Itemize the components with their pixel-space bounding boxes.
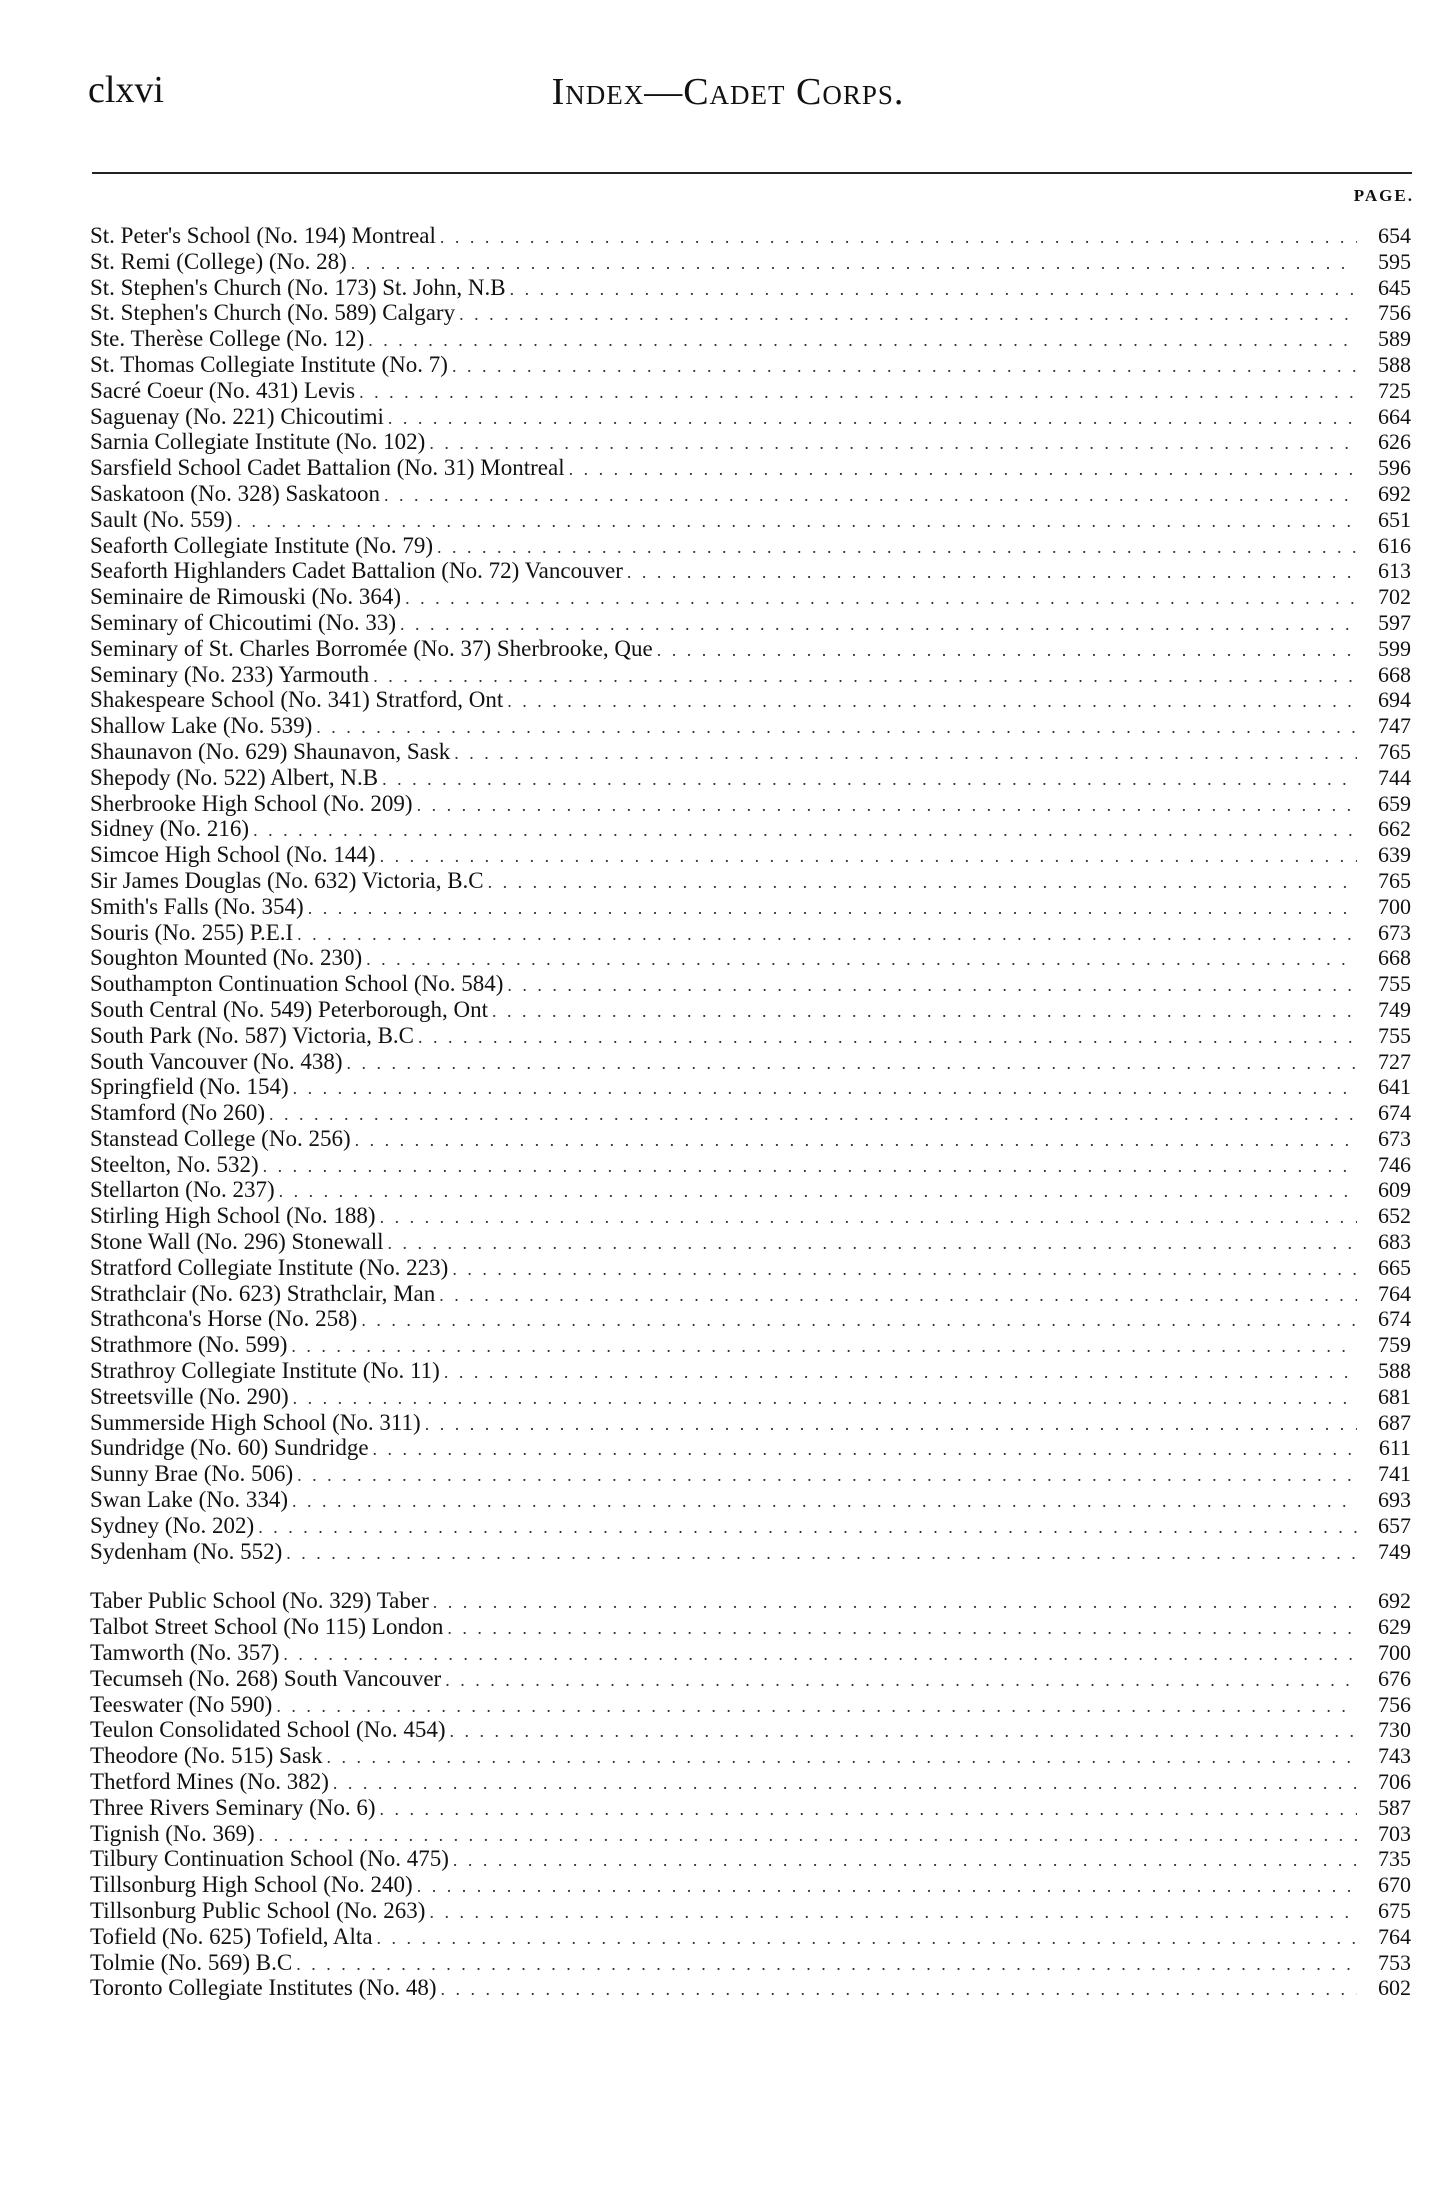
index-entry (90, 1126, 1411, 1152)
index-entry (90, 1872, 1411, 1898)
index-entry (90, 1846, 1411, 1872)
dot-leader (293, 1076, 1357, 1102)
entry-name: Soughton Mounted (No. 230) (90, 945, 363, 971)
index-entry (90, 455, 1411, 481)
dot-leader (293, 1386, 1357, 1412)
dot-leader (291, 1334, 1357, 1360)
dot-leader (327, 1745, 1357, 1771)
entry-page-number: 747 (1378, 713, 1411, 739)
entry-page-number: 725 (1378, 377, 1411, 403)
entry-page-number: 662 (1378, 816, 1411, 842)
entry-page-number: 749 (1378, 996, 1411, 1022)
index-entry (90, 300, 1411, 326)
index-entry (90, 1692, 1411, 1718)
entry-page-number: 700 (1378, 1640, 1411, 1666)
entry-name: Sydney (No. 202) (90, 1512, 255, 1538)
entry-name: Saskatoon (No. 328) Saskatoon (90, 480, 381, 506)
entry-page-number: 741 (1378, 1461, 1411, 1487)
entry-page-number: 659 (1378, 790, 1411, 816)
entry-name: Smith's Falls (No. 354) (90, 893, 304, 919)
index-entry (90, 1898, 1411, 1924)
index-entry (90, 429, 1411, 455)
running-head: Index—Cadet Corps. (551, 71, 905, 113)
entry-name: Tamworth (No. 357) (90, 1640, 280, 1666)
index-entry (90, 378, 1411, 404)
entry-page-number: 702 (1378, 584, 1411, 610)
dot-leader (359, 380, 1357, 406)
entry-page-number: 676 (1378, 1665, 1411, 1691)
dot-leader (439, 1283, 1357, 1309)
dot-leader (269, 1102, 1357, 1128)
entry-name: Sunny Brae (No. 506) (90, 1461, 294, 1487)
entry-name: St. Thomas Collegiate Institute (No. 7) (90, 351, 448, 377)
entry-page-number: 744 (1378, 764, 1411, 790)
index-entry (90, 584, 1411, 610)
index-entry (90, 1100, 1411, 1126)
entry-name: Stellarton (No. 237) (90, 1177, 275, 1203)
entry-page-number: 756 (1378, 1691, 1411, 1717)
entry-page-number: 665 (1378, 1254, 1411, 1280)
index-entry (90, 662, 1411, 688)
dot-leader (333, 1771, 1357, 1797)
dot-leader (459, 302, 1357, 328)
dot-leader (286, 1541, 1357, 1567)
entry-page-number: 613 (1378, 558, 1411, 584)
index-entry (90, 275, 1411, 301)
dot-leader (405, 586, 1357, 612)
entry-page-number: 694 (1378, 687, 1411, 713)
dot-leader (388, 1231, 1358, 1257)
dot-leader (510, 277, 1357, 303)
entry-name: St. Stephen's Church (No. 589) Calgary (90, 300, 456, 326)
index-entry (90, 1487, 1411, 1513)
entry-name: Saguenay (No. 221) Chicoutimi (90, 403, 384, 429)
entry-page-number: 759 (1378, 1332, 1411, 1358)
entry-page-number: 675 (1378, 1898, 1411, 1923)
index-entry (90, 1358, 1411, 1384)
dot-leader (276, 1694, 1357, 1720)
dot-leader (292, 1489, 1357, 1515)
entry-name: Steelton, No. 532) (90, 1151, 259, 1177)
index-entry (90, 713, 1411, 739)
dot-leader (492, 999, 1357, 1025)
folio: clxvi (88, 69, 164, 111)
index-entry (90, 1384, 1411, 1410)
dot-leader (380, 1205, 1357, 1231)
index-entry (90, 1821, 1411, 1847)
dot-leader (259, 1823, 1357, 1849)
dot-leader (380, 844, 1357, 870)
index-entry (90, 223, 1411, 249)
entry-name: Strathclair (No. 623) Strathclair, Man (90, 1280, 436, 1306)
dot-leader (444, 1360, 1357, 1386)
index-entry (90, 1229, 1411, 1255)
index-entry (90, 1924, 1411, 1950)
entry-page-number: 687 (1378, 1409, 1411, 1435)
entry-name: Seminaire de Rimouski (No. 364) (90, 584, 402, 610)
entry-page-number: 706 (1378, 1769, 1411, 1795)
entry-page-number: 756 (1378, 300, 1411, 326)
entry-name: Toronto Collegiate Institutes (No. 48) (90, 1975, 437, 2001)
index-entry (90, 1950, 1411, 1976)
index-entry (90, 920, 1411, 946)
entry-name: Shakespeare School (No. 341) Stratford, Ont (90, 687, 504, 713)
index-entry (90, 1281, 1411, 1307)
entry-name: Sydenham (No. 552) (90, 1538, 283, 1564)
entry-name: Seaforth Collegiate Institute (No. 79) (90, 532, 434, 558)
entry-name: Teulon Consolidated School (No. 454) (90, 1717, 446, 1743)
entry-name: Tecumseh (No. 268) South Vancouver (90, 1665, 442, 1691)
dot-leader (429, 1900, 1357, 1926)
index-entry (90, 791, 1411, 817)
dot-leader (355, 1128, 1357, 1154)
entry-name: Sarsfield School Cadet Battalion (No. 31) Montreal (90, 455, 565, 481)
index-entry (90, 1769, 1411, 1795)
entry-name: Stamford (No 260) (90, 1100, 266, 1126)
index-entry (90, 765, 1411, 791)
entry-page-number: 639 (1378, 842, 1411, 868)
entry-page-number: 683 (1378, 1229, 1411, 1255)
dot-leader (488, 870, 1357, 896)
dot-leader (366, 947, 1357, 973)
entry-name: Tignish (No. 369) (90, 1820, 255, 1846)
entry-name: Seminary of St. Charles Borromée (No. 37) Sherbrooke, Que (90, 635, 653, 661)
entry-page-number: 735 (1378, 1846, 1411, 1872)
entry-page-number: 765 (1378, 867, 1411, 893)
dot-leader (627, 560, 1357, 586)
entry-name: Strathroy Collegiate Institute (No. 11) (90, 1358, 440, 1384)
entry-name: Ste. Therèse College (No. 12) (90, 326, 365, 352)
entry-page-number: 588 (1378, 351, 1411, 377)
entry-page-number: 753 (1378, 1949, 1411, 1975)
entry-page-number: 629 (1378, 1614, 1411, 1640)
entry-name: Three Rivers Seminary (No. 6) (90, 1794, 376, 1820)
dot-leader (453, 1848, 1357, 1874)
index-entry (90, 404, 1411, 430)
dot-leader (441, 1977, 1357, 2003)
index-entry (90, 352, 1411, 378)
entry-name: Tillsonburg High School (No. 240) (90, 1872, 413, 1898)
entry-name: Stirling High School (No. 188) (90, 1203, 376, 1229)
entry-page-number: 587 (1378, 1794, 1411, 1820)
entry-name: Strathmore (No. 599) (90, 1332, 288, 1358)
dot-leader (382, 767, 1357, 793)
entry-page-number: 602 (1378, 1975, 1411, 2001)
entry-page-number: 657 (1378, 1512, 1411, 1538)
entry-name: Theodore (No. 515) Sask (90, 1743, 323, 1769)
index-entry (90, 1435, 1411, 1461)
dot-leader (388, 406, 1357, 432)
index-entry (90, 326, 1411, 352)
index-entry (90, 1177, 1411, 1203)
entry-name: Tilbury Continuation School (No. 475) (90, 1846, 449, 1872)
entry-name: Seaforth Highlanders Cadet Battalion (No. 72) Vancouver (90, 558, 623, 584)
dot-leader (283, 1642, 1357, 1668)
entry-page-number: 664 (1378, 403, 1411, 429)
entry-page-number: 668 (1378, 661, 1411, 687)
entry-name: Tillsonburg Public School (No. 263) (90, 1898, 426, 1923)
entry-page-number: 654 (1378, 223, 1411, 248)
section-gap (90, 1564, 1411, 1588)
entry-name: Sherbrooke High School (No. 209) (90, 790, 413, 816)
index-entry (90, 610, 1411, 636)
entry-name: Shepody (No. 522) Albert, N.B (90, 764, 379, 790)
entry-page-number: 652 (1378, 1203, 1411, 1229)
dot-leader (450, 1719, 1358, 1745)
index-entry (90, 945, 1411, 971)
dot-leader (347, 1051, 1357, 1077)
index-entry (90, 997, 1411, 1023)
entry-name: Streetsville (No. 290) (90, 1383, 289, 1409)
entry-name: Strathcona's Horse (No. 258) (90, 1306, 358, 1332)
dot-leader (297, 922, 1357, 948)
index-entry (90, 636, 1411, 662)
dot-leader (452, 354, 1357, 380)
dot-leader (351, 251, 1357, 277)
entry-name: Sir James Douglas (No. 632) Victoria, B.C (90, 867, 484, 893)
entry-name: Sault (No. 559) (90, 506, 233, 532)
dot-leader (429, 431, 1357, 457)
entry-name: Seminary of Chicoutimi (No. 33) (90, 609, 396, 635)
entry-name: Swan Lake (No. 334) (90, 1487, 289, 1513)
entry-page-number: 764 (1378, 1280, 1411, 1306)
dot-leader (236, 509, 1357, 535)
entry-name: Tolmie (No. 569) B.C (90, 1949, 293, 1975)
dot-leader (373, 664, 1357, 690)
dot-leader (417, 793, 1357, 819)
entry-name: Stratford Collegiate Institute (No. 223) (90, 1254, 449, 1280)
dot-leader (368, 328, 1357, 354)
dot-leader (296, 1952, 1357, 1978)
entry-page-number: 681 (1378, 1383, 1411, 1409)
entry-page-number: 674 (1378, 1100, 1411, 1126)
index-entry (90, 1203, 1411, 1229)
entry-page-number: 597 (1378, 609, 1411, 635)
entry-page-number: 749 (1378, 1538, 1411, 1564)
dot-leader (258, 1515, 1357, 1541)
entry-page-number: 764 (1378, 1923, 1411, 1949)
entry-name: Teeswater (No 590) (90, 1691, 273, 1717)
entry-page-number: 700 (1378, 893, 1411, 919)
entry-page-number: 692 (1378, 480, 1411, 506)
index-entry (90, 507, 1411, 533)
index-entry (90, 1975, 1411, 2001)
index-entry (90, 481, 1411, 507)
entry-page-number: 673 (1378, 919, 1411, 945)
entry-page-number: 645 (1378, 274, 1411, 300)
entry-name: South Park (No. 587) Victoria, B.C (90, 1022, 415, 1048)
index-entry (90, 1410, 1411, 1436)
index-entries (90, 223, 1411, 2001)
entry-page-number: 588 (1378, 1358, 1411, 1384)
dot-leader (400, 612, 1357, 638)
dot-leader (316, 715, 1357, 741)
dot-leader (425, 1412, 1357, 1438)
index-entry (90, 1461, 1411, 1487)
entry-name: Sacré Coeur (No. 431) Levis (90, 377, 356, 403)
dot-leader (507, 973, 1357, 999)
entry-name: Summerside High School (No. 311) (90, 1409, 421, 1435)
index-entry (90, 1588, 1411, 1614)
entry-name: Simcoe High School (No. 144) (90, 842, 376, 868)
dot-leader (380, 1797, 1357, 1823)
dot-leader (377, 1926, 1357, 1952)
dot-leader (445, 1668, 1357, 1694)
entry-page-number: 746 (1378, 1151, 1411, 1177)
page-column-label: PAGE. (1353, 186, 1414, 205)
index-entry (90, 894, 1411, 920)
dot-leader (454, 741, 1357, 767)
entry-page-number: 670 (1378, 1872, 1411, 1898)
index-entry (90, 868, 1411, 894)
entry-page-number: 703 (1378, 1820, 1411, 1846)
entry-name: Taber Public School (No. 329) Taber (90, 1588, 429, 1614)
entry-name: Stanstead College (No. 256) (90, 1125, 351, 1151)
entry-page-number: 692 (1378, 1588, 1411, 1614)
entry-page-number: 727 (1378, 1048, 1411, 1074)
entry-name: Talbot Street School (No 115) London (90, 1614, 444, 1640)
entry-name: St. Peter's School (No. 194) Montreal (90, 223, 436, 248)
index-entry (90, 1049, 1411, 1075)
index-entry (90, 1152, 1411, 1178)
entry-page-number: 755 (1378, 1022, 1411, 1048)
dot-leader (437, 535, 1357, 561)
index-entry (90, 249, 1411, 275)
index-entry (90, 1074, 1411, 1100)
dot-leader (279, 1179, 1357, 1205)
entry-page-number: 626 (1378, 429, 1411, 455)
dot-leader (657, 638, 1357, 664)
entry-name: St. Remi (College) (No. 28) (90, 248, 347, 274)
entry-name: South Vancouver (No. 438) (90, 1048, 343, 1074)
entry-name: Sarnia Collegiate Institute (No. 102) (90, 429, 426, 455)
entry-name: Shallow Lake (No. 539) (90, 713, 313, 739)
entry-page-number: 743 (1378, 1743, 1411, 1769)
entry-name: Seminary (No. 233) Yarmouth (90, 661, 370, 687)
index-entry (90, 1717, 1411, 1743)
index-entry (90, 1513, 1411, 1539)
dot-leader (440, 225, 1357, 251)
dot-leader (447, 1616, 1357, 1642)
entry-name: Souris (No. 255) P.E.I (90, 919, 294, 945)
dot-leader (569, 457, 1357, 483)
dot-leader (373, 1437, 1357, 1463)
entry-page-number: 765 (1378, 738, 1411, 764)
entry-page-number: 616 (1378, 532, 1411, 558)
index-entry (90, 1539, 1411, 1565)
header-rule (92, 172, 1412, 174)
entry-page-number: 668 (1378, 945, 1411, 971)
entry-page-number: 609 (1378, 1177, 1411, 1203)
entry-name: Springfield (No. 154) (90, 1074, 289, 1100)
entry-name: Shaunavon (No. 629) Shaunavon, Sask (90, 738, 451, 764)
index-entry (90, 1332, 1411, 1358)
dot-leader (253, 818, 1357, 844)
dot-leader (263, 1154, 1357, 1180)
dot-leader (507, 689, 1357, 715)
index-entry (90, 739, 1411, 765)
index-entry (90, 1743, 1411, 1769)
dot-leader (308, 896, 1357, 922)
dot-leader (433, 1590, 1357, 1616)
index-entry (90, 533, 1411, 559)
index-entry (90, 1614, 1411, 1640)
entry-page-number: 595 (1378, 248, 1411, 274)
entry-name: Sidney (No. 216) (90, 816, 250, 842)
entry-page-number: 755 (1378, 971, 1411, 997)
entry-name: South Central (No. 549) Peterborough, Ont (90, 996, 488, 1022)
entry-page-number: 611 (1378, 1435, 1411, 1461)
entry-page-number: 673 (1378, 1125, 1411, 1151)
index-entry (90, 1795, 1411, 1821)
entry-page-number: 599 (1378, 635, 1411, 661)
index-entry (90, 1255, 1411, 1281)
dot-leader (452, 1257, 1357, 1283)
dot-leader (361, 1308, 1357, 1334)
dot-leader (417, 1874, 1357, 1900)
dot-leader (384, 483, 1357, 509)
entry-page-number: 589 (1378, 326, 1411, 352)
dot-leader (297, 1463, 1357, 1489)
entry-name: Thetford Mines (No. 382) (90, 1769, 329, 1795)
entry-name: Sundridge (No. 60) Sundridge (90, 1435, 369, 1461)
entry-name: Tofield (No. 625) Tofield, Alta (90, 1923, 373, 1949)
entry-name: Stone Wall (No. 296) Stonewall (90, 1229, 384, 1255)
entry-page-number: 730 (1378, 1717, 1411, 1743)
entry-name: St. Stephen's Church (No. 173) St. John, N.B (90, 274, 506, 300)
dot-leader (418, 1025, 1357, 1051)
index-entry (90, 687, 1411, 713)
index-entry (90, 816, 1411, 842)
index-entry (90, 842, 1411, 868)
index-entry (90, 971, 1411, 997)
index-entry (90, 1640, 1411, 1666)
index-entry (90, 558, 1411, 584)
entry-page-number: 596 (1378, 455, 1411, 481)
index-entry (90, 1023, 1411, 1049)
entry-page-number: 693 (1378, 1487, 1411, 1513)
entry-name: Southampton Continuation School (No. 584) (90, 971, 504, 997)
entry-page-number: 674 (1378, 1306, 1411, 1332)
index-entry (90, 1306, 1411, 1332)
entry-page-number: 651 (1378, 506, 1411, 532)
entry-page-number: 641 (1378, 1074, 1411, 1100)
index-entry (90, 1666, 1411, 1692)
